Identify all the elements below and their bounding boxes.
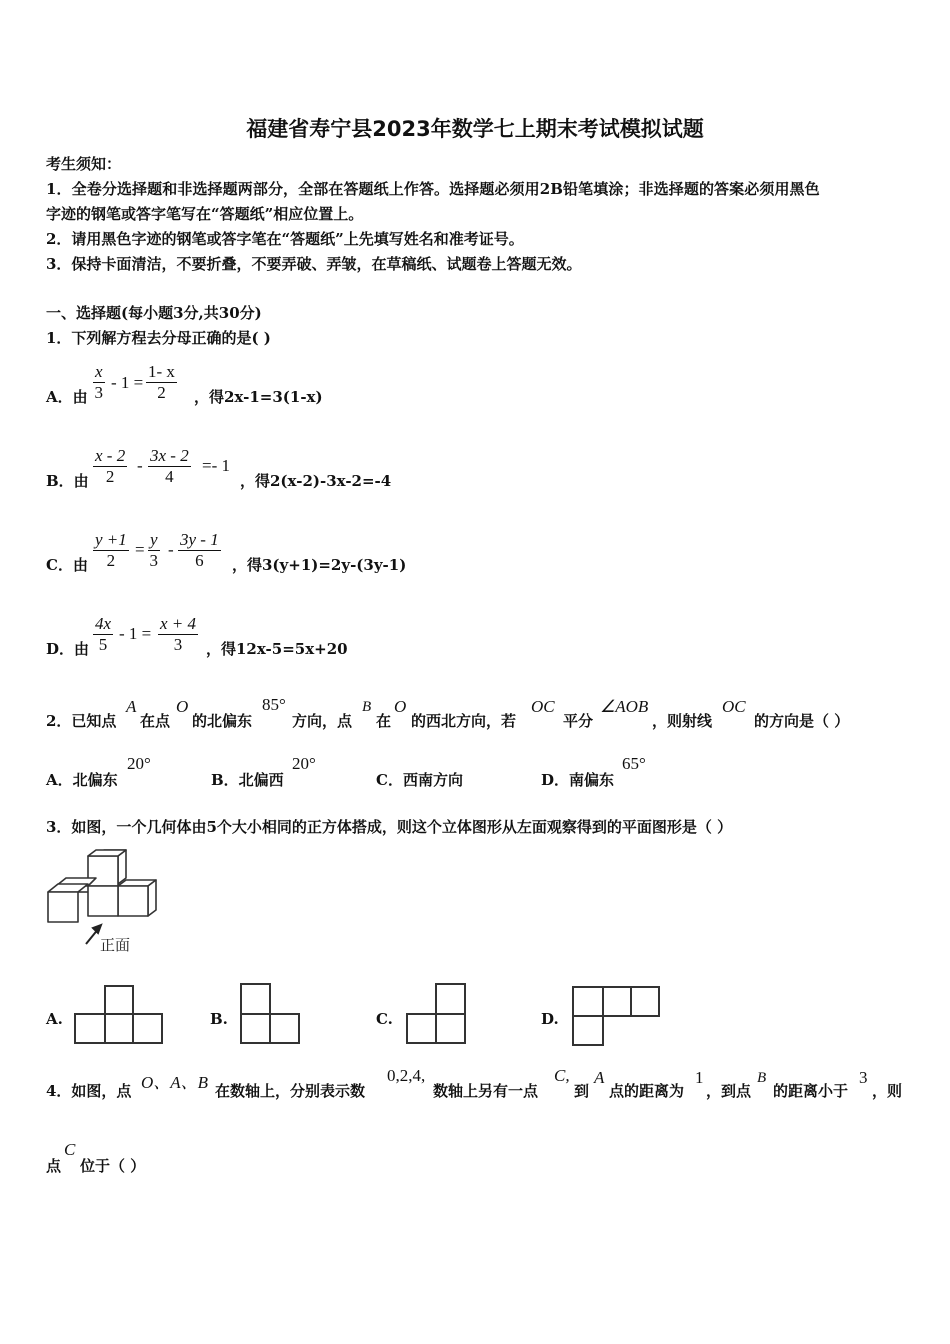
q1-a-fraction-2: 1- x 2 bbox=[148, 362, 175, 402]
q1-b-result: ，得2(x-2)-3x-2=-4 bbox=[240, 472, 392, 490]
q3-option-b-figure bbox=[239, 982, 303, 1046]
q4-text-10: 位于（ ） bbox=[80, 1157, 146, 1175]
q2-angle-85: 85° bbox=[262, 695, 286, 714]
q2-option-c: C．西南方向 bbox=[376, 771, 463, 789]
q3-option-d-label: D. bbox=[541, 1010, 559, 1028]
section-heading: 一、选择题(每小题3分,共30分) bbox=[46, 304, 262, 322]
q1-option-d-label: D．由 bbox=[46, 640, 90, 658]
q2-angle-aob: ∠AOB bbox=[600, 697, 649, 716]
q1-c-fraction-1: y +1 2 bbox=[95, 530, 127, 570]
q1-c-fraction-2: y 3 bbox=[149, 530, 159, 570]
notice-line-1b: 字迹的钢笔或答字笔写在“答题纸”相应位置上。 bbox=[46, 205, 364, 223]
q2-point-o-2: O bbox=[394, 697, 407, 716]
question-1-stem: 1．下列解方程去分母正确的是( ) bbox=[46, 329, 271, 347]
q4-text-2: 在数轴上，分别表示数 bbox=[215, 1082, 366, 1100]
q1-d-result: ，得12x-5=5x+20 bbox=[206, 640, 348, 658]
front-view-label: 正面 bbox=[100, 936, 131, 954]
q1-option-a-label: A．由 bbox=[46, 388, 88, 406]
q2-point-o: O bbox=[176, 697, 189, 716]
q3-option-a-label: A. bbox=[46, 1010, 63, 1028]
q1-a-minus-one: - 1 = bbox=[111, 373, 144, 392]
q1-c-equals: = bbox=[135, 540, 145, 559]
q4-text-6: ，到点 bbox=[706, 1082, 752, 1100]
q1-c-fraction-3: 3y - 1 6 bbox=[180, 530, 219, 570]
q2-text-1: 2．已知点 bbox=[46, 712, 117, 730]
q4-text-1: 4．如图，点 bbox=[46, 1082, 132, 1100]
q1-d-fraction-1: 4x 5 bbox=[95, 614, 112, 654]
q4-points-oab: O、A、B bbox=[141, 1073, 209, 1092]
q1-b-fraction-2: 3x - 2 4 bbox=[150, 446, 189, 486]
q1-b-rhs: =- 1 bbox=[202, 456, 230, 475]
q2-option-d: D．南偏东 bbox=[541, 771, 615, 789]
notice-heading: 考生须知： bbox=[46, 155, 122, 173]
q2-ray-oc: OC bbox=[531, 697, 555, 716]
q2-option-b-angle: 20° bbox=[292, 754, 316, 773]
q4-point-c-2: C bbox=[64, 1140, 76, 1159]
q4-text-9: 点 bbox=[46, 1157, 62, 1175]
notice-line-3: 3．保持卡面清洁，不要折叠，不要弄破、弄皱，在草稿纸、试题卷上答题无效。 bbox=[46, 255, 582, 273]
q2-text-5: 在 bbox=[376, 712, 392, 730]
q4-text-8: ，则 bbox=[872, 1082, 903, 1100]
q4-text-3: 数轴上另有一点 bbox=[433, 1082, 539, 1100]
q1-a-result: ，得2x-1=3(1-x) bbox=[194, 388, 323, 406]
q1-option-b-label: B．由 bbox=[46, 472, 89, 490]
q1-option-c-label: C．由 bbox=[46, 556, 88, 574]
q2-option-d-angle: 65° bbox=[622, 754, 646, 773]
q2-point-a: A bbox=[126, 697, 137, 716]
q2-option-a: A．北偏东 bbox=[46, 771, 118, 789]
q1-d-fraction-2: x + 4 3 bbox=[160, 614, 197, 654]
q1-b-fraction-1: x - 2 2 bbox=[95, 446, 126, 486]
q1-c-result: ，得3(y+1)=2y-(3y-1) bbox=[232, 556, 407, 574]
q2-ray-oc-2: OC bbox=[722, 697, 746, 716]
q2-text-2: 在点 bbox=[140, 712, 171, 730]
q4-numbers: 0,2,4, bbox=[387, 1066, 426, 1085]
question-3-stem: 3．如图，一个几何体由5个大小相同的正方体搭成，则这个立体图形从左面观察得到的平面图形是（ ） bbox=[46, 818, 733, 836]
q2-text-7: 平分 bbox=[563, 712, 594, 730]
q2-option-a-angle: 20° bbox=[127, 754, 151, 773]
q2-point-b: B bbox=[362, 699, 372, 715]
q4-distance-one: 1 bbox=[695, 1068, 704, 1087]
q2-text-8: ，则射线 bbox=[652, 712, 713, 730]
q2-text-3: 的北偏东 bbox=[192, 712, 253, 730]
q1-a-fraction-1: x 3 bbox=[94, 362, 104, 402]
q3-option-b-label: B. bbox=[210, 1010, 228, 1028]
q4-text-7: 的距离小于 bbox=[773, 1082, 849, 1100]
notice-line-2: 2．请用黑色字迹的钢笔或答字笔在“答题纸”上先填写姓名和准考证号。 bbox=[46, 230, 524, 248]
q2-text-6: 的西北方向，若 bbox=[411, 712, 517, 730]
q4-distance-three: 3 bbox=[859, 1068, 868, 1087]
q2-option-b: B．北偏西 bbox=[211, 771, 284, 789]
q2-text-4: 方向，点 bbox=[292, 712, 353, 730]
q3-option-d-figure bbox=[571, 985, 663, 1047]
page-title: 福建省寿宁县2023年数学七上期末考试模拟试题 bbox=[246, 117, 704, 141]
q2-text-9: 的方向是（ ） bbox=[754, 712, 850, 730]
notice-line-1a: 1．全卷分选择题和非选择题两部分，全部在答题纸上作答。选择题必须用2B铅笔填涂；非选择题的答案必须用黑色 bbox=[46, 180, 820, 198]
q3-option-c-label: C. bbox=[376, 1010, 393, 1028]
q3-option-a-figure bbox=[73, 984, 165, 1046]
q4-text-5: 点的距离为 bbox=[609, 1082, 685, 1100]
q3-option-c-figure bbox=[405, 982, 469, 1046]
q4-text-4: 到 bbox=[574, 1082, 590, 1100]
q4-point-c: C, bbox=[554, 1066, 570, 1085]
q1-c-minus: - bbox=[168, 540, 174, 559]
q4-point-a: A bbox=[594, 1068, 605, 1087]
q1-d-mid: - 1 = bbox=[119, 624, 152, 643]
q4-point-b: B bbox=[757, 1070, 767, 1086]
q1-b-minus: - bbox=[137, 456, 143, 475]
